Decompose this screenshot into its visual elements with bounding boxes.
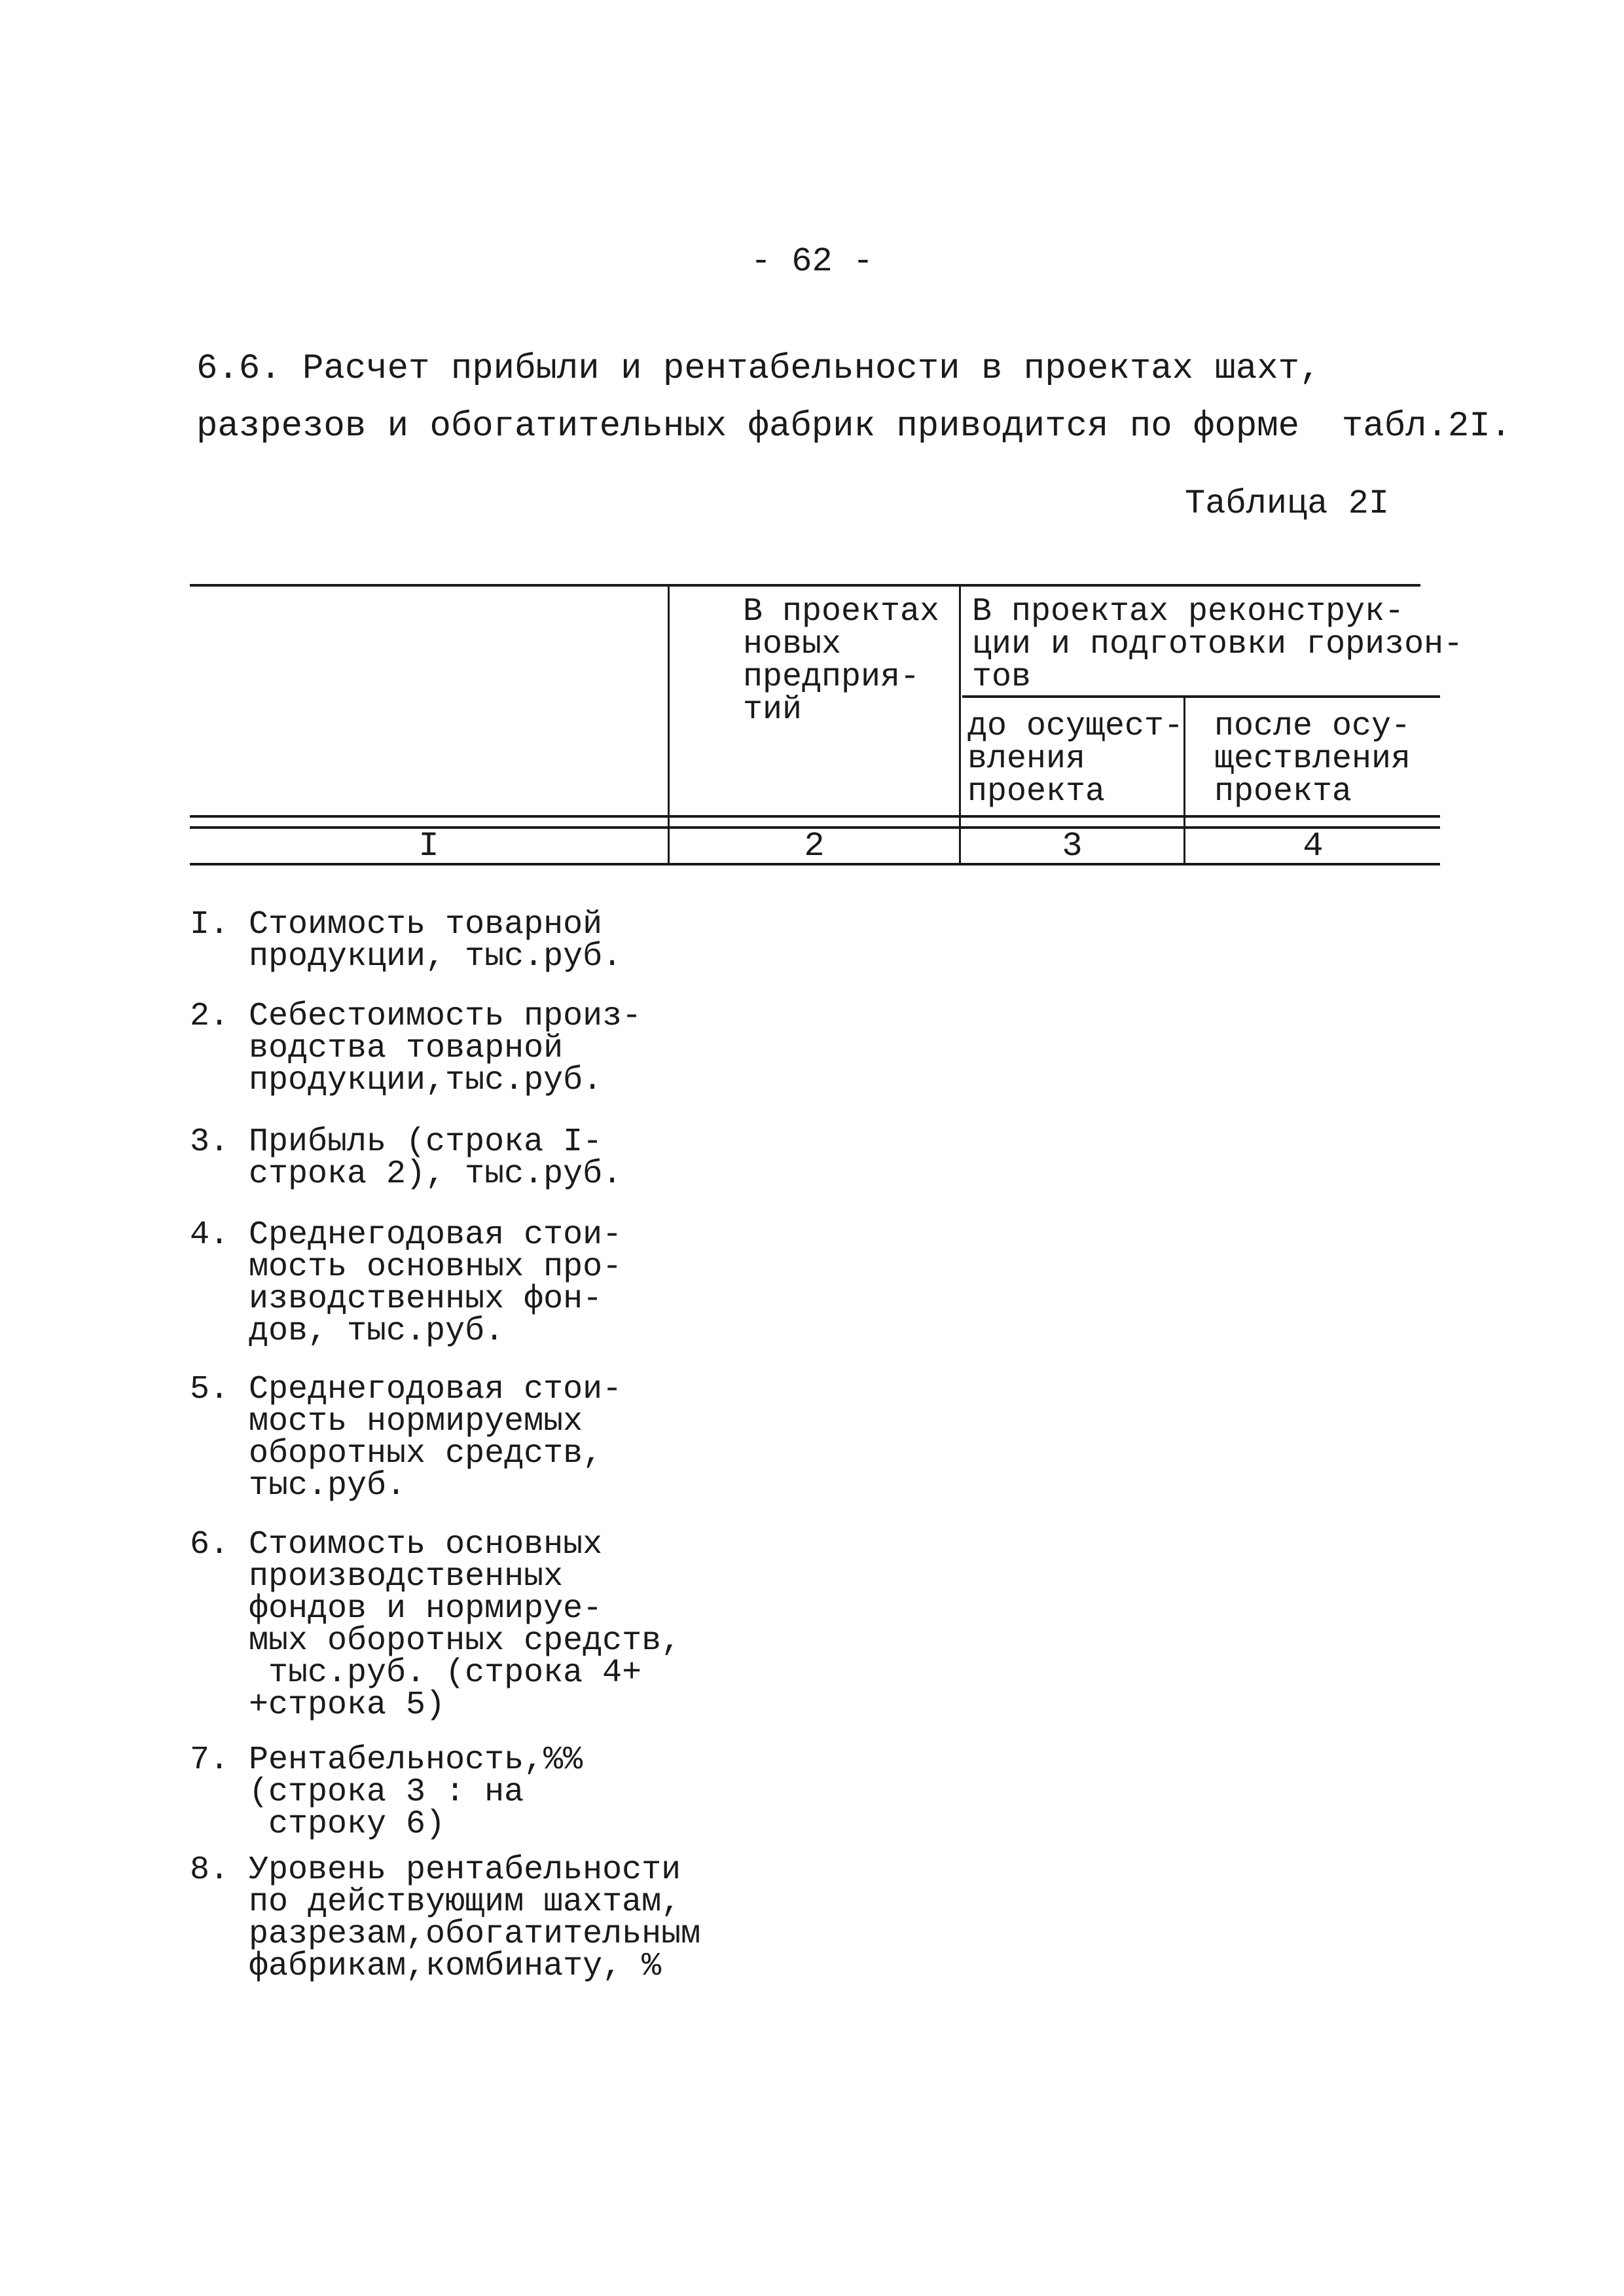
table-top-rule xyxy=(190,584,1420,587)
header-bottom-rule xyxy=(190,815,1440,818)
table-row-7: 7. Рентабельность,%% (строка 3 : на строку 6) xyxy=(190,1741,583,1843)
table-label: Таблица 2I xyxy=(1185,484,1390,523)
column-number-3: 3 xyxy=(1062,827,1083,866)
table-row-5: 5. Среднегодовая стои- мость нормируемых оборотных средств, тыс.руб. xyxy=(190,1371,623,1504)
column-number-2: 2 xyxy=(804,827,825,866)
table-row-4: 4. Среднегодовая стои- мость основных про- изводственных фон- дов, тыс.руб. xyxy=(190,1216,623,1350)
table-row-8: 8. Уровень рентабельности по действующим шахтам, разрезам,обогатительным фабрикам,комбинату, % xyxy=(190,1851,701,1985)
column-divider-1 xyxy=(668,584,670,863)
header-after-project: после осу- ществления проекта xyxy=(1214,708,1411,811)
column-number-1: I xyxy=(418,827,439,866)
column-number-4: 4 xyxy=(1303,827,1324,866)
header-before-project: до осущест- вления проекта xyxy=(967,708,1184,811)
page-number: - 62 - xyxy=(750,242,874,281)
subheader-rule xyxy=(962,695,1440,698)
table-row-1: I. Стоимость товарной продукции, тыс.руб. xyxy=(190,906,623,975)
table-row-3: 3. Прибыль (строка I- строка 2), тыс.руб. xyxy=(190,1123,623,1193)
header-new-enterprises: В проектах новых предприя- тий xyxy=(743,593,940,729)
section-paragraph: 6.6. Расчет прибыли и рентабельности в проектах шахт, разрезов и обогатительных фабрик приводится по форме табл.2I. xyxy=(196,349,1512,446)
table-row-6: 6. Стоимость основных производственных фондов и нормируе- мых оборотных средств, тыс.руб. (строка 4+ +строка 5) xyxy=(190,1526,681,1724)
table-row-2: 2. Себестоимость произ- водства товарной продукции,тыс.руб. xyxy=(190,998,642,1099)
header-reconstruction-group: В проектах реконструк- ции и подготовки горизон- тов xyxy=(972,593,1464,696)
column-divider-2 xyxy=(959,584,961,863)
